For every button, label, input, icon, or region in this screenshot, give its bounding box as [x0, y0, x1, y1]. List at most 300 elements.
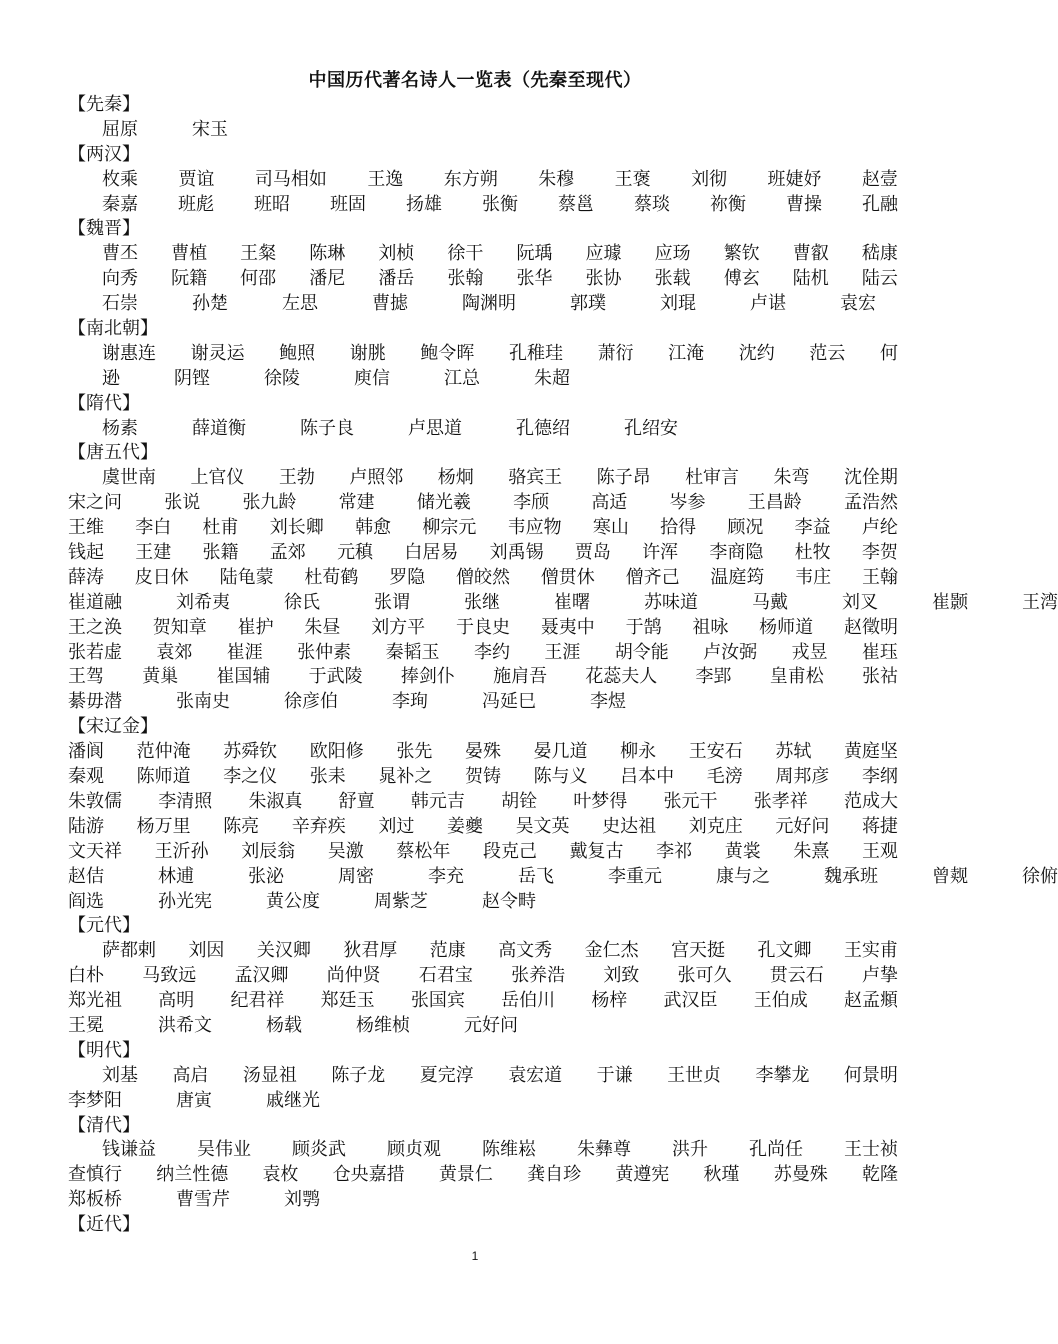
poet-name: 顾炎武 — [292, 1139, 346, 1161]
poet-name: 曹植 — [171, 243, 208, 265]
era-section — [68, 1039, 898, 1114]
poet-name: 元好问 — [775, 815, 830, 837]
poet-name: 戴复古 — [569, 840, 624, 862]
poet-name: 张九龄 — [242, 492, 297, 514]
poet-name: 鲍照 — [279, 342, 316, 364]
poet-name: 徐干 — [447, 243, 484, 265]
poet-name: 李重元 — [608, 865, 662, 887]
poet-name: 孔融 — [862, 193, 898, 215]
poet-name: 刘鹗 — [284, 1189, 320, 1211]
poet-name: 钱起 — [68, 542, 104, 564]
poet-name: 班婕妤 — [767, 168, 822, 190]
poet-name: 王实甫 — [843, 940, 898, 962]
poet-name: 范康 — [429, 940, 466, 962]
poet-name: 陈维崧 — [482, 1139, 536, 1161]
poet-name: 刘琨 — [660, 293, 696, 315]
poet-name: 叶梦得 — [573, 790, 628, 812]
poet-name: 张翰 — [447, 268, 484, 290]
poet-name: 高明 — [158, 990, 195, 1012]
poet-name: 王涯 — [544, 641, 581, 663]
era-section — [68, 143, 898, 218]
poet-name: 舒亶 — [338, 790, 375, 812]
poet-name: 孟浩然 — [843, 492, 898, 514]
poet-name: 王湾 — [1022, 591, 1058, 613]
poet-name: 陶渊明 — [462, 293, 516, 315]
poet-name: 朱弯 — [773, 467, 810, 489]
poet-name: 嵇康 — [861, 243, 898, 265]
poet-name: 骆宾王 — [508, 467, 563, 489]
poet-name: 卢谌 — [750, 293, 786, 315]
poet-name: 袁郊 — [156, 641, 193, 663]
poet-name: 赵令畤 — [482, 890, 536, 912]
poet-name: 班昭 — [254, 193, 290, 215]
poet-name: 李郢 — [695, 666, 732, 688]
poet-name: 应玚 — [654, 243, 691, 265]
poet-name: 宫天挺 — [671, 940, 726, 962]
era-heading: 【南北朝】 — [68, 318, 158, 340]
poet-name: 陈子昂 — [596, 467, 651, 489]
poet-name: 曹丕 — [102, 243, 138, 265]
poet-name: 刘彻 — [691, 168, 728, 190]
era-heading: 【先秦】 — [68, 94, 140, 115]
poet-name: 拾得 — [660, 517, 697, 539]
poet-name: 阴铿 — [174, 367, 210, 389]
poet-name: 戚继光 — [266, 1089, 320, 1111]
poet-name: 洪升 — [672, 1139, 708, 1161]
poet-name: 孔文卿 — [757, 940, 812, 962]
poet-name: 胡令能 — [614, 641, 669, 663]
poet-name: 曹雪芹 — [176, 1189, 230, 1211]
poet-name: 张籍 — [202, 542, 239, 564]
poet-list — [68, 93, 1058, 1238]
poet-name: 韦应物 — [507, 517, 562, 539]
poet-name: 崔护 — [237, 616, 274, 638]
poet-name: 孔尚任 — [749, 1139, 803, 1161]
era-section — [68, 392, 898, 442]
poet-name: 萨都剌 — [102, 940, 156, 962]
poet-name: 孙楚 — [192, 293, 228, 315]
poet-name: 杨维桢 — [356, 1014, 410, 1036]
poet-name: 潘阆 — [68, 741, 104, 763]
poet-name: 王建 — [135, 542, 172, 564]
poet-name: 崔曙 — [554, 591, 590, 613]
poet-row — [68, 740, 898, 765]
poet-name: 秦韬玉 — [385, 641, 440, 663]
poet-name: 崔珏 — [861, 641, 898, 663]
poet-name: 张祜 — [861, 666, 898, 688]
poet-name: 阎选 — [68, 890, 104, 912]
poet-name: 石崇 — [102, 293, 138, 315]
poet-name: 綦毋潜 — [68, 691, 122, 713]
poet-name: 武汉臣 — [663, 990, 718, 1012]
poet-name: 岑参 — [669, 492, 706, 514]
poet-name: 戎昱 — [791, 641, 828, 663]
poet-row — [68, 1064, 898, 1089]
poet-name: 杨梓 — [591, 990, 628, 1012]
poet-row — [68, 616, 898, 641]
poet-name: 许浑 — [642, 542, 679, 564]
poet-name: 刘因 — [188, 940, 225, 962]
poet-name: 卢汝弼 — [703, 641, 758, 663]
poet-name: 张说 — [164, 492, 201, 514]
poet-name: 孔绍安 — [624, 417, 678, 439]
poet-name: 郑光祖 — [68, 990, 122, 1012]
poet-name: 张南史 — [176, 691, 230, 713]
poet-name: 杜审言 — [685, 467, 740, 489]
poet-name: 卢挚 — [861, 965, 898, 987]
poet-name: 关汉卿 — [256, 940, 311, 962]
poet-name: 李商隐 — [709, 542, 764, 564]
poet-name: 潘尼 — [309, 268, 346, 290]
poet-name: 阮籍 — [171, 268, 208, 290]
poet-name: 王褒 — [614, 168, 651, 190]
era-heading: 【两汉】 — [68, 143, 140, 165]
poet-name: 祢衡 — [710, 193, 746, 215]
poet-name: 张养浩 — [511, 965, 566, 987]
poet-name: 苏曼殊 — [773, 1164, 828, 1186]
poet-name: 王安石 — [688, 741, 743, 763]
poet-name: 李祁 — [656, 840, 693, 862]
poet-row — [68, 193, 898, 218]
poet-name: 纳兰性德 — [156, 1164, 229, 1186]
poet-name: 花蕊夫人 — [585, 666, 658, 688]
poet-row — [68, 790, 898, 815]
poet-name: 唐寅 — [176, 1089, 212, 1111]
poet-name: 刘禹锡 — [489, 542, 544, 564]
poet-name: 洪希文 — [158, 1014, 212, 1036]
poet-name: 郑廷玉 — [320, 990, 375, 1012]
page-number: 1 — [471, 1249, 479, 1263]
poet-name: 宋之问 — [68, 492, 122, 514]
poet-name: 段克己 — [482, 840, 537, 862]
poet-name: 朱超 — [534, 367, 570, 389]
poet-name: 曾觌 — [932, 865, 968, 887]
era-section — [68, 715, 1058, 914]
poet-name: 宋玉 — [192, 118, 228, 140]
poet-name: 赵壹 — [861, 168, 898, 190]
poet-name: 范成大 — [843, 790, 898, 812]
poet-name: 于良史 — [455, 616, 510, 638]
poet-name: 黄巢 — [142, 666, 179, 688]
poet-name: 潘岳 — [378, 268, 415, 290]
poet-name: 张继 — [464, 591, 500, 613]
era-section — [68, 914, 898, 1038]
poet-name: 李攀龙 — [755, 1064, 810, 1086]
poet-name: 张耒 — [309, 766, 346, 788]
poet-name: 杨炯 — [437, 467, 474, 489]
poet-name: 杨万里 — [136, 815, 191, 837]
poet-name: 杨素 — [102, 417, 138, 439]
poet-row — [68, 641, 898, 666]
poet-name: 顾况 — [727, 517, 764, 539]
poet-name: 杜荀鹤 — [304, 566, 359, 588]
era-section — [68, 441, 1058, 715]
poet-name: 陈与义 — [533, 766, 588, 788]
poet-name: 张衡 — [482, 193, 518, 215]
poet-name: 孙光宪 — [158, 890, 212, 912]
poet-row — [68, 964, 898, 989]
poet-row — [68, 466, 898, 491]
poet-name: 夏完淳 — [419, 1064, 474, 1086]
poet-name: 黄遵宪 — [615, 1164, 670, 1186]
poet-name: 陈子良 — [300, 417, 354, 439]
poet-name: 吴伟业 — [197, 1139, 251, 1161]
poet-name: 韦庄 — [795, 566, 832, 588]
era-heading: 【隋代】 — [68, 392, 140, 414]
poet-name: 岳飞 — [518, 865, 554, 887]
poet-name: 何景明 — [843, 1064, 898, 1086]
poet-name: 顾贞观 — [387, 1139, 441, 1161]
poet-name: 孟郊 — [269, 542, 306, 564]
poet-name: 逊 — [102, 367, 120, 389]
poet-name: 陈子龙 — [331, 1064, 386, 1086]
poet-row — [68, 1188, 898, 1213]
poet-name: 高适 — [591, 492, 628, 514]
poet-name: 寒山 — [592, 517, 629, 539]
poet-name: 金仁杰 — [584, 940, 639, 962]
era-section — [68, 217, 898, 317]
poet-name: 卢思道 — [408, 417, 462, 439]
poet-name: 何邵 — [240, 268, 277, 290]
poet-row — [68, 840, 898, 865]
poet-name: 罗隐 — [389, 566, 426, 588]
poet-name: 于鹄 — [625, 616, 662, 638]
poet-row — [68, 541, 898, 566]
era-heading: 【明代】 — [68, 1039, 140, 1061]
poet-name: 林逋 — [158, 865, 194, 887]
poet-name: 陆龟蒙 — [219, 566, 274, 588]
poet-name: 卢纶 — [861, 517, 898, 539]
poet-name: 徐陵 — [264, 367, 300, 389]
poet-name: 沈佺期 — [843, 467, 898, 489]
poet-name: 朱昼 — [304, 616, 341, 638]
poet-name: 僧贯休 — [540, 566, 595, 588]
poet-name: 蒋捷 — [861, 815, 898, 837]
poet-name: 王冕 — [68, 1014, 104, 1036]
poet-name: 李珣 — [392, 691, 428, 713]
poet-row — [68, 292, 898, 317]
poet-name: 萧衍 — [597, 342, 634, 364]
poet-row — [68, 865, 1058, 890]
poet-name: 皮日休 — [134, 566, 189, 588]
poet-row — [68, 890, 898, 915]
poet-row — [68, 1138, 898, 1163]
poet-name: 张谓 — [374, 591, 410, 613]
poet-name: 李清照 — [158, 790, 213, 812]
poet-name: 晁补之 — [378, 766, 433, 788]
poet-name: 庾信 — [354, 367, 390, 389]
poet-name: 马戴 — [752, 591, 788, 613]
poet-name: 聂夷中 — [540, 616, 595, 638]
poet-row — [68, 989, 898, 1014]
poet-name: 王士祯 — [844, 1139, 898, 1161]
poet-name: 于武陵 — [308, 666, 363, 688]
poet-name: 史达祖 — [602, 815, 657, 837]
poet-name: 班彪 — [178, 193, 214, 215]
poet-name: 张协 — [585, 268, 622, 290]
poet-name: 谢朓 — [349, 342, 386, 364]
poet-name: 捧剑仆 — [400, 666, 455, 688]
poet-name: 苏轼 — [775, 741, 812, 763]
poet-name: 柳宗元 — [422, 517, 477, 539]
poet-row — [68, 516, 898, 541]
document-title: 中国历代著名诗人一览表（先秦至现代） — [308, 70, 642, 91]
poet-name: 岳伯川 — [501, 990, 556, 1012]
poet-row — [68, 765, 898, 790]
poet-name: 薛道衡 — [192, 417, 246, 439]
poet-name: 蔡邕 — [558, 193, 594, 215]
poet-name: 秦嘉 — [102, 193, 138, 215]
poet-name: 王之涣 — [68, 616, 122, 638]
poet-name: 吕本中 — [620, 766, 675, 788]
poet-name: 查慎行 — [68, 1164, 122, 1186]
poet-name: 欧阳修 — [309, 741, 364, 763]
poet-name: 汤显祖 — [242, 1064, 297, 1086]
poet-name: 僧齐己 — [625, 566, 680, 588]
poet-name: 黄景仁 — [438, 1164, 493, 1186]
poet-name: 繁钦 — [723, 243, 760, 265]
poet-row — [68, 566, 898, 591]
poet-row — [68, 242, 898, 267]
poet-name: 刘叉 — [842, 591, 878, 613]
era-section — [68, 317, 898, 392]
poet-name: 龚自珍 — [527, 1164, 582, 1186]
poet-name: 张若虚 — [68, 641, 122, 663]
poet-name: 应璩 — [585, 243, 622, 265]
poet-name: 僧皎然 — [455, 566, 510, 588]
poet-name: 孟汉卿 — [234, 965, 289, 987]
era-heading: 【元代】 — [68, 915, 140, 937]
poet-name: 张泌 — [248, 865, 284, 887]
poet-name: 王逸 — [367, 168, 404, 190]
era-heading: 【清代】 — [68, 1114, 140, 1136]
poet-name: 徐俯 — [1022, 865, 1058, 887]
era-section — [68, 1213, 898, 1238]
poet-name: 乾隆 — [861, 1164, 898, 1186]
poet-name: 马致远 — [142, 965, 197, 987]
poet-name: 卢照邻 — [349, 467, 404, 489]
poet-name: 曹摅 — [372, 293, 408, 315]
poet-name: 孔稚珪 — [508, 342, 563, 364]
era-heading: 【宋辽金】 — [68, 716, 158, 738]
poet-name: 上官仪 — [190, 467, 245, 489]
poet-name: 高文秀 — [498, 940, 553, 962]
poet-name: 张可久 — [677, 965, 732, 987]
poet-name: 李纲 — [861, 766, 898, 788]
poet-name: 郭璞 — [570, 293, 606, 315]
poet-name: 屈原 — [102, 118, 138, 140]
poet-name: 谢灵运 — [190, 342, 245, 364]
poet-row — [68, 367, 898, 392]
poet-name: 康与之 — [716, 865, 770, 887]
poet-row — [68, 417, 898, 442]
poet-row — [68, 1089, 898, 1114]
poet-row — [68, 1163, 898, 1188]
poet-name: 扬雄 — [406, 193, 442, 215]
poet-name: 杜甫 — [202, 517, 239, 539]
poet-row — [68, 665, 898, 690]
poet-name: 陆机 — [792, 268, 829, 290]
poet-name: 于谦 — [596, 1064, 633, 1086]
poet-name: 杨师道 — [759, 616, 814, 638]
poet-name: 周密 — [338, 865, 374, 887]
poet-name: 沈约 — [738, 342, 775, 364]
poet-name: 薛涛 — [68, 566, 104, 588]
poet-name: 朱熹 — [793, 840, 830, 862]
poet-name: 张华 — [516, 268, 553, 290]
era-heading: 【魏晋】 — [68, 218, 140, 240]
poet-name: 朱彝尊 — [577, 1139, 631, 1161]
poet-name: 秦观 — [68, 766, 104, 788]
poet-name: 吴激 — [327, 840, 364, 862]
poet-name: 毛滂 — [706, 766, 743, 788]
poet-row — [68, 118, 898, 143]
poet-name: 虞世南 — [102, 467, 156, 489]
poet-name: 左思 — [282, 293, 318, 315]
poet-name: 孔德绍 — [516, 417, 570, 439]
poet-name: 李颀 — [513, 492, 550, 514]
poet-name: 施肩吾 — [493, 666, 548, 688]
poet-name: 赵徵明 — [843, 616, 898, 638]
poet-name: 白居易 — [404, 542, 459, 564]
poet-name: 辛弃疾 — [291, 815, 346, 837]
poet-name: 徐氏 — [284, 591, 320, 613]
poet-name: 贾谊 — [178, 168, 215, 190]
poet-name: 袁枚 — [262, 1164, 299, 1186]
poet-name: 高启 — [172, 1064, 209, 1086]
poet-name: 赵孟頫 — [843, 990, 898, 1012]
poet-name: 张仲素 — [297, 641, 352, 663]
poet-name: 刘克庄 — [688, 815, 743, 837]
poet-name: 贯云石 — [769, 965, 824, 987]
poet-name: 刘致 — [603, 965, 640, 987]
poet-name: 晏几道 — [533, 741, 588, 763]
poet-name: 苏味道 — [644, 591, 698, 613]
poet-name: 刘过 — [378, 815, 415, 837]
poet-row — [68, 168, 898, 193]
poet-name: 王昌龄 — [747, 492, 802, 514]
poet-name: 刘希夷 — [176, 591, 230, 613]
poet-name: 郑板桥 — [68, 1189, 122, 1211]
poet-name: 狄君厚 — [343, 940, 398, 962]
poet-name: 王维 — [68, 517, 104, 539]
poet-name: 黄庭坚 — [843, 741, 898, 763]
poet-name: 王勃 — [278, 467, 315, 489]
poet-name: 常建 — [338, 492, 375, 514]
poet-name: 蔡琰 — [634, 193, 670, 215]
poet-name: 崔颢 — [932, 591, 968, 613]
poet-name: 陈师道 — [136, 766, 191, 788]
poet-name: 刘长卿 — [269, 517, 324, 539]
poet-name: 吴文英 — [515, 815, 570, 837]
poet-name: 王伯成 — [753, 990, 808, 1012]
poet-name: 朱敦儒 — [68, 790, 122, 812]
poet-name: 枚乘 — [102, 168, 138, 190]
poet-name: 张先 — [396, 741, 433, 763]
poet-row — [68, 591, 1058, 616]
poet-name: 江总 — [444, 367, 480, 389]
poet-name: 范仲淹 — [136, 741, 191, 763]
poet-name: 司马相如 — [254, 168, 327, 190]
era-section — [68, 93, 898, 143]
poet-name: 杜牧 — [794, 542, 831, 564]
poet-name: 周邦彦 — [775, 766, 830, 788]
poet-name: 袁宏 — [840, 293, 876, 315]
poet-row — [68, 267, 898, 292]
poet-name: 王粲 — [240, 243, 277, 265]
poet-name: 李充 — [428, 865, 464, 887]
poet-name: 钱谦益 — [102, 1139, 156, 1161]
